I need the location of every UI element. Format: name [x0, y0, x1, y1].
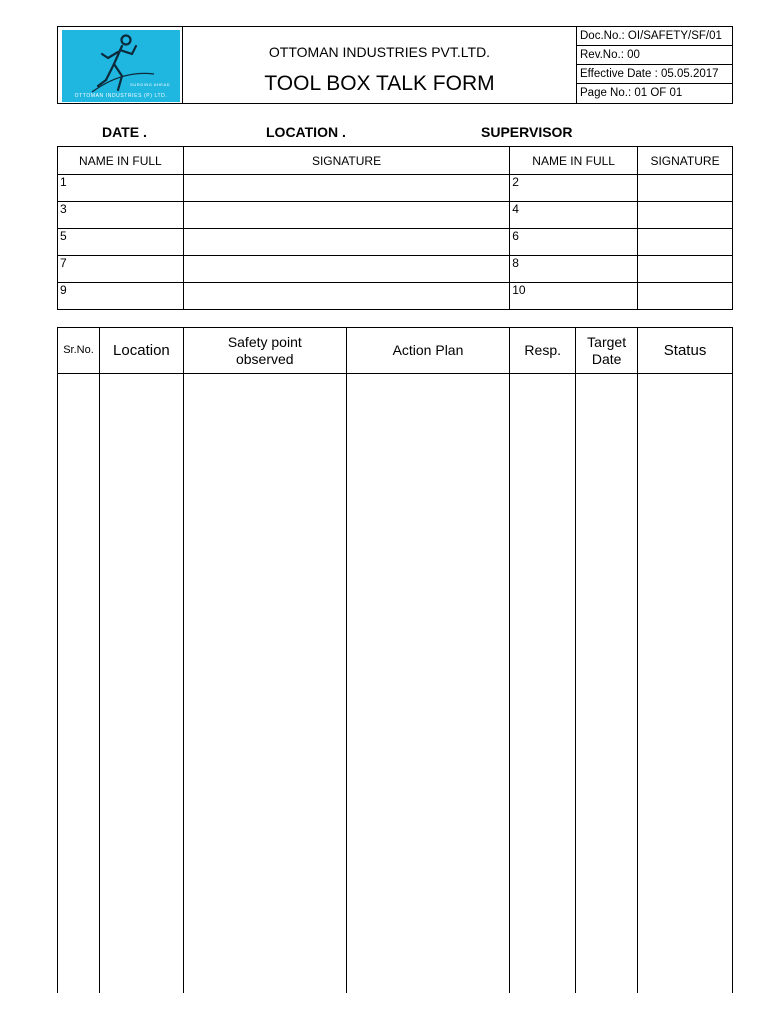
- attendance-row: [58, 256, 733, 283]
- attendee-name-cell[interactable]: 7: [58, 256, 184, 283]
- attendee-signature-cell[interactable]: [183, 283, 509, 310]
- sr-no-cell[interactable]: [58, 374, 100, 994]
- attendance-row: [58, 175, 733, 202]
- attendee-name-cell[interactable]: 5: [58, 229, 184, 256]
- attendee-name-cell[interactable]: 3: [58, 202, 184, 229]
- observation-body-row: [58, 374, 733, 994]
- attendee-signature-cell[interactable]: [638, 229, 733, 256]
- page-number: Page No.: 01 OF 01: [580, 87, 683, 99]
- attendance-row: [58, 229, 733, 256]
- header-title-block: [183, 26, 576, 104]
- logo-company-name: OTTOMAN INDUSTRIES (P) LTD.: [74, 93, 168, 99]
- observation-header-row: [58, 328, 733, 374]
- attendee-name-cell[interactable]: 4: [510, 202, 638, 229]
- action-plan-cell[interactable]: [346, 374, 510, 994]
- attendee-signature-cell[interactable]: [638, 283, 733, 310]
- location-label: LOCATION .: [266, 124, 346, 140]
- attendance-row: [58, 283, 733, 310]
- effective-date: Effective Date : 05.05.2017: [577, 65, 732, 84]
- attendee-signature-cell[interactable]: [638, 202, 733, 229]
- attendee-name-cell[interactable]: 8: [510, 256, 638, 283]
- attendee-name-cell[interactable]: 9: [58, 283, 184, 310]
- attendee-signature-cell[interactable]: [183, 202, 509, 229]
- observation-table: [57, 327, 733, 993]
- attendee-name-cell[interactable]: 6: [510, 229, 638, 256]
- attendee-name-cell[interactable]: 10: [510, 283, 638, 310]
- name-header-left: NAME IN FULL: [58, 147, 184, 175]
- location-cell[interactable]: [99, 374, 183, 994]
- signature-header-left: SIGNATURE: [183, 147, 509, 175]
- form-title: TOOL BOX TALK FORM: [264, 72, 495, 95]
- attendee-name-cell[interactable]: 2: [510, 175, 638, 202]
- attendance-table: [57, 146, 733, 310]
- safety-point-header: Safety point observed: [183, 328, 346, 374]
- doc-number: Doc.No.: OI/SAFETY/SF/01: [577, 27, 732, 46]
- target-date-header: Target Date: [576, 328, 638, 374]
- action-plan-header: Action Plan: [346, 328, 510, 374]
- attendee-signature-cell[interactable]: [183, 256, 509, 283]
- sr-no-header: Sr.No.: [58, 328, 100, 374]
- status-cell[interactable]: [638, 374, 733, 994]
- responsible-cell[interactable]: [510, 374, 576, 994]
- logo-box: [57, 26, 183, 104]
- company-logo: [62, 30, 180, 102]
- attendee-signature-cell[interactable]: [638, 175, 733, 202]
- target-date-cell[interactable]: [576, 374, 638, 994]
- safety-point-cell[interactable]: [183, 374, 346, 994]
- running-man-icon: [62, 30, 180, 102]
- doc-control-block: [576, 26, 733, 104]
- attendee-signature-cell[interactable]: [638, 256, 733, 283]
- company-name: OTTOMAN INDUSTRIES PVT.LTD.: [268, 44, 491, 60]
- attendee-signature-cell[interactable]: [183, 229, 509, 256]
- location-header: Location: [99, 328, 183, 374]
- status-header: Status: [638, 328, 733, 374]
- name-header-right: NAME IN FULL: [510, 147, 638, 175]
- attendee-name-cell[interactable]: 1: [58, 175, 184, 202]
- attendance-row: [58, 202, 733, 229]
- supervisor-label: SUPERVISOR: [481, 124, 573, 140]
- logo-tagline: SURGING AHEAD: [130, 82, 170, 87]
- signature-header-right: SIGNATURE: [638, 147, 733, 175]
- attendance-header-row: [58, 147, 733, 175]
- revision-number: Rev.No.: 00: [577, 46, 732, 65]
- responsible-header: Resp.: [510, 328, 576, 374]
- attendee-signature-cell[interactable]: [183, 175, 509, 202]
- date-label: DATE .: [102, 124, 147, 140]
